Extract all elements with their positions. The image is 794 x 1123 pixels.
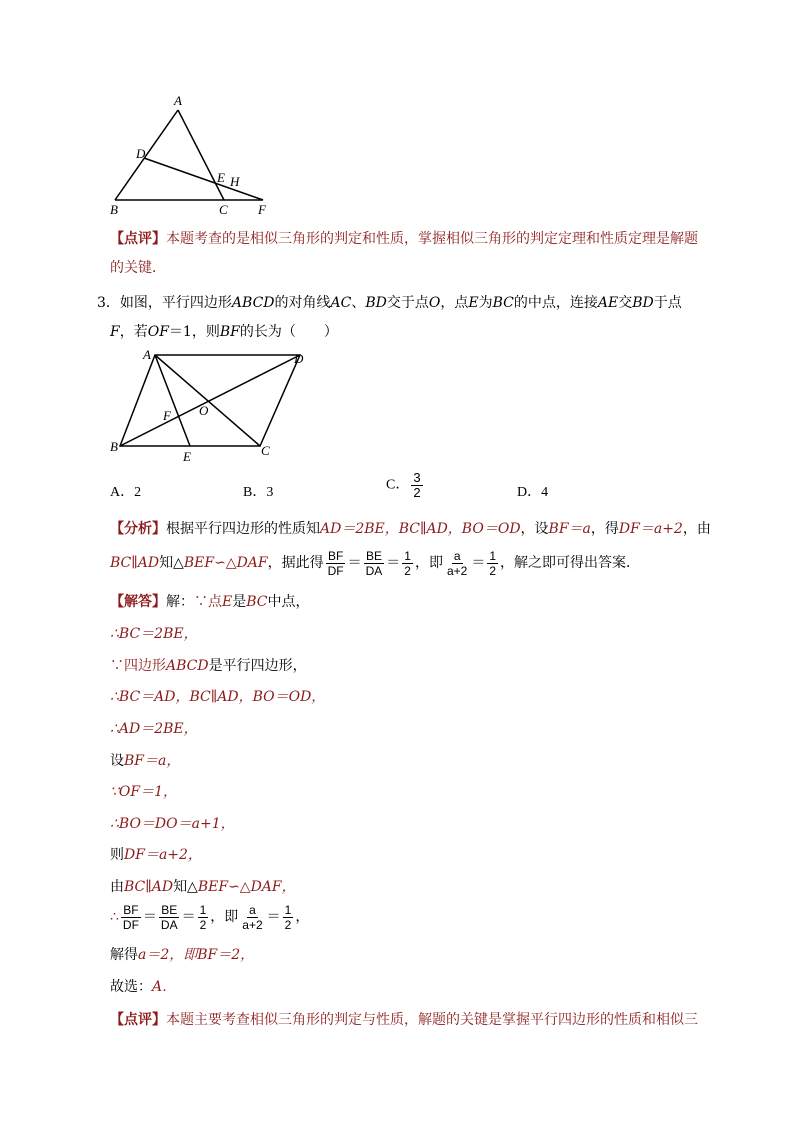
- comment-tag: 【点评】: [110, 1012, 166, 1028]
- frac-den: 2: [413, 485, 421, 500]
- frac-den: a+2: [242, 917, 263, 932]
- solution-line1: [110, 592, 310, 612]
- frac-num: BF: [123, 902, 139, 917]
- comment2-text: 本题主要考查相似三角形的判定与性质，解题的关键是掌握平行四边形的性质和相似三: [166, 1012, 698, 1028]
- option-c-fraction: [411, 471, 422, 500]
- q3-var: OF: [147, 324, 169, 340]
- analysis-fraction: [364, 549, 385, 578]
- analysis-line1: [110, 519, 711, 539]
- q3-text: 如图，平行四边形: [119, 295, 232, 311]
- question3-line2: [110, 322, 338, 342]
- solution-text: 则: [110, 847, 124, 863]
- analysis-expr: DF＝a+2: [618, 521, 683, 537]
- solution-fraction: [159, 903, 180, 932]
- frac-den: DF: [327, 563, 344, 578]
- frac-num: a: [249, 902, 256, 917]
- q3-var: O: [428, 295, 441, 311]
- q3-text: ，点: [440, 295, 469, 311]
- frac-num: 1: [404, 548, 411, 563]
- label-B: B: [110, 202, 118, 217]
- q3-var: BD: [365, 295, 387, 311]
- comment1-line2: 的关键．: [110, 260, 166, 276]
- solution-expr: BC: [246, 594, 268, 610]
- q3-text: 交于点: [386, 295, 429, 311]
- solution-text: ，即: [210, 909, 239, 925]
- question3-line1: [97, 293, 682, 313]
- line-ab: [115, 110, 178, 200]
- equals-sign: ＝: [471, 555, 486, 571]
- comment1-line1: [110, 229, 698, 249]
- solution-text: ∵点: [194, 594, 222, 610]
- frac-num: 1: [199, 902, 207, 917]
- label-F: F: [258, 202, 266, 217]
- solution-line10: [110, 877, 296, 897]
- q3-text: 、: [351, 295, 366, 311]
- solution-line8: ∴BO＝DO＝a+1，: [110, 816, 235, 832]
- analysis-line2: [110, 546, 640, 580]
- analysis-expr: AD＝2BE，BC∥AD，BO＝OD: [320, 521, 521, 537]
- diagonal-ac: [155, 355, 260, 446]
- solution-text: 设: [110, 753, 124, 769]
- label-C: C: [261, 443, 270, 458]
- label-D: D: [294, 351, 304, 366]
- frac-den: 2: [284, 917, 292, 932]
- equals-sign: ＝: [142, 909, 157, 925]
- q3-var: E: [468, 295, 479, 311]
- solution-text: 是平行四边形，: [208, 658, 307, 674]
- solution-fraction: [283, 903, 294, 932]
- label-F: F: [163, 408, 171, 423]
- q3-var: AE: [597, 295, 619, 311]
- frac-num: 1: [284, 902, 292, 917]
- analysis-fraction: [445, 549, 469, 578]
- comment2-line1: [110, 1010, 698, 1030]
- analysis-text: 知△: [159, 555, 184, 571]
- frac-num: 3: [413, 470, 421, 485]
- option-a[interactable]: A．2: [110, 485, 142, 500]
- solution-line5: ∴AD＝2BE，: [110, 721, 198, 737]
- solution-text: 由: [110, 879, 124, 895]
- line-df: [144, 158, 263, 200]
- frac-den: 2: [489, 563, 497, 578]
- q3-var: F: [110, 324, 120, 340]
- analysis-text: ，即: [414, 555, 443, 571]
- solution-text: 解得: [110, 947, 138, 963]
- solution-text: 解：: [166, 594, 194, 610]
- label-C: C: [219, 202, 228, 217]
- figure-parallelogram: [105, 343, 320, 468]
- equals-sign: ＝: [266, 909, 281, 925]
- frac-den: 2: [199, 917, 207, 932]
- equals-sign: ＝: [181, 909, 196, 925]
- q3-text: 的长为（ ）: [239, 324, 338, 340]
- label-A: A: [143, 347, 151, 362]
- analysis-fraction: [402, 549, 413, 578]
- solution-line6: [110, 751, 180, 771]
- q3-var: BD: [632, 295, 654, 311]
- frac-num: BE: [161, 902, 178, 917]
- solution-text: 是: [232, 594, 247, 610]
- line-ae: [155, 355, 190, 446]
- analysis-expr: BC∥AD: [110, 555, 160, 571]
- solution-expr: a＝2，即: [138, 947, 198, 963]
- solution-text: ∴: [110, 909, 119, 925]
- frac-den: DF: [122, 917, 139, 932]
- label-O: O: [199, 403, 209, 418]
- comment1-text1: 本题考查的是相似三角形的判定和性质，掌握相似三角形的判定定理和性质定理是解题: [166, 231, 698, 247]
- q3-var: ABCD: [231, 295, 275, 311]
- q3-text: 交: [618, 295, 633, 311]
- frac-den: 2: [404, 563, 411, 578]
- solution-text: ，: [295, 909, 310, 925]
- frac-den: DA: [365, 563, 383, 578]
- frac-den: DA: [160, 917, 178, 932]
- solution-text: ∵四边形: [110, 658, 166, 674]
- label-A: A: [174, 93, 182, 108]
- question-number: 3．: [97, 295, 120, 311]
- option-d[interactable]: D．4: [517, 485, 549, 500]
- solution-expr: BEF∽△DAF，: [197, 879, 296, 895]
- solution-expr: DF＝a+2，: [124, 847, 202, 863]
- equals-sign: ＝: [347, 555, 362, 571]
- analysis-fraction: [326, 549, 346, 578]
- q3-text: ，若: [119, 324, 148, 340]
- solution-line13: [110, 977, 176, 997]
- solution-expr: ABCD: [166, 658, 209, 674]
- solution-line12: [110, 945, 254, 965]
- solution-expr: E: [222, 594, 233, 610]
- frac-num: BE: [365, 548, 382, 563]
- analysis-text: 根据平行四边形的性质知: [166, 521, 320, 537]
- solution-text: 知△: [173, 879, 198, 895]
- solution-expr: BC∥AD: [124, 879, 174, 895]
- analysis-text: ，解之即可得出答案．: [500, 555, 641, 571]
- solution-line11: [110, 900, 309, 934]
- comment-tag: 【点评】: [110, 231, 166, 247]
- q3-var: BF: [219, 324, 240, 340]
- analysis-tag: 【分析】: [110, 521, 166, 537]
- solution-fraction: [198, 903, 209, 932]
- solution-line2: ∴BC＝2BE，: [110, 626, 198, 642]
- analysis-text: ，设: [520, 521, 549, 537]
- q3-text: 的对角线: [274, 295, 331, 311]
- solution-expr: BF＝a，: [124, 753, 181, 769]
- frac-den: a+2: [446, 563, 468, 578]
- solution-expr: BF＝2，: [197, 947, 255, 963]
- solution-line3: [110, 656, 307, 676]
- solution-line4: ∴BC＝AD，BC∥AD，BO＝OD，: [110, 689, 326, 705]
- option-c-label: C．: [386, 477, 410, 493]
- q3-var: BC: [492, 295, 514, 311]
- frac-num: BF: [327, 548, 344, 563]
- analysis-text: ，由: [682, 521, 711, 537]
- q3-var: AC: [330, 295, 352, 311]
- diagonal-bd: [120, 355, 300, 446]
- analysis-fraction: [487, 549, 498, 578]
- solution-text: 故选：: [110, 979, 152, 995]
- q3-text: 于点: [653, 295, 682, 311]
- solution-line7: ∵OF＝1，: [110, 784, 178, 800]
- q3-text: 为: [478, 295, 493, 311]
- label-D: D: [136, 146, 146, 161]
- solution-fraction: [121, 903, 141, 932]
- q3-text: ＝1，则: [168, 324, 220, 340]
- solution-text: 中点，: [267, 594, 310, 610]
- analysis-text: ，得: [590, 521, 619, 537]
- equals-sign: ＝: [386, 555, 401, 571]
- analysis-expr: BF＝a: [548, 521, 591, 537]
- label-H: H: [230, 174, 240, 189]
- frac-num: 1: [489, 548, 497, 563]
- frac-num: a: [453, 548, 461, 563]
- figure-triangle: [100, 90, 290, 220]
- analysis-text: ，据此得: [267, 555, 324, 571]
- line-ac: [178, 110, 224, 200]
- solution-line9: [110, 845, 202, 865]
- solution-fraction: [240, 903, 264, 932]
- solution-tag: 【解答】: [110, 594, 166, 610]
- label-E: E: [183, 449, 191, 464]
- solution-expr: A．: [152, 979, 177, 995]
- option-b[interactable]: B．3: [243, 485, 274, 500]
- q3-text: 的中点，连接: [513, 295, 598, 311]
- label-E: E: [217, 170, 225, 185]
- analysis-expr: BEF∽△DAF: [183, 555, 268, 571]
- label-B: B: [110, 439, 118, 454]
- option-c[interactable]: [386, 471, 425, 500]
